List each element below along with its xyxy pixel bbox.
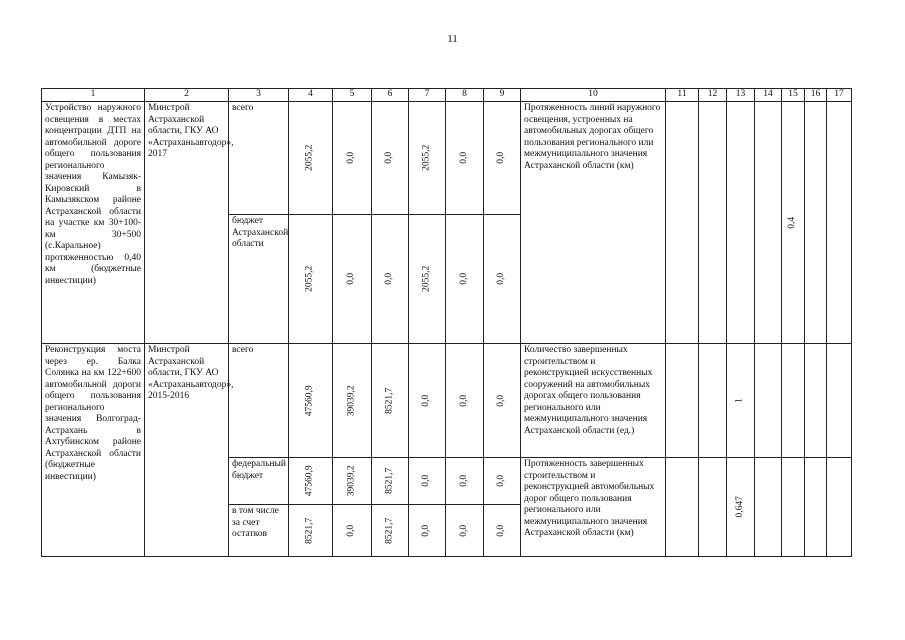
value-cell: 47560,9 — [289, 344, 333, 458]
empty-cell — [666, 344, 699, 458]
header-row — [42, 89, 852, 102]
value-cell: 39039,2 — [333, 344, 372, 458]
column-header: 9 — [484, 89, 521, 102]
value-cell: 0,0 — [372, 215, 409, 344]
empty-cell — [755, 458, 782, 557]
empty-cell — [755, 344, 782, 458]
value-cell: 0,0 — [484, 102, 521, 215]
value-cell: 0,0 — [333, 215, 372, 344]
column-header: 15 — [782, 89, 805, 102]
table-row — [42, 344, 852, 458]
funding-source: федеральный бюджет — [229, 458, 289, 505]
value-cell: 0,0 — [409, 458, 446, 505]
empty-cell — [699, 458, 727, 557]
empty-cell — [827, 344, 852, 458]
value-cell: 39039,2 — [333, 458, 372, 505]
column-header: 13 — [727, 89, 755, 102]
column-header: 12 — [699, 89, 727, 102]
column-header: 4 — [289, 89, 333, 102]
value-cell: 1 — [727, 344, 755, 458]
empty-cell — [666, 102, 699, 344]
value-cell: 0,0 — [484, 505, 521, 557]
column-header: 14 — [755, 89, 782, 102]
value-cell: 8521,7 — [289, 505, 333, 557]
value-cell: 0,647 — [727, 458, 755, 557]
value-cell: 0,0 — [484, 215, 521, 344]
value-cell: 0,0 — [484, 458, 521, 505]
project-title: Реконструкция моста через ер. Балка Солянка на км 122+600 автомобильной дороги общего пользования регионального значения Волгоград-Астрахань в Ахтубинском районе Астраханской области (бюджетные инвестиции) — [42, 344, 145, 557]
indicator-cell: Количество завершенных строительством и реконструкцией искусственных сооружений на автомобильных дорогах общего пользования регионального или межмуниципального значения Астраханской области (ед.) — [521, 344, 666, 458]
indicator-cell: Протяженность линий наружного освещения, устроенных на автомобильных дорогах общего пользования регионального или межмуниципального значения Астраханской области (км) — [521, 102, 666, 344]
column-header: 1 — [42, 89, 145, 102]
empty-cell — [805, 458, 827, 557]
executor-cell: Минстрой Астраханской области, ГКУ АО «Астраханьавтодор», 2015-2016 — [145, 344, 229, 557]
value-cell: 2055,2 — [289, 102, 333, 215]
value-cell: 2055,2 — [409, 215, 446, 344]
column-header: 3 — [229, 89, 289, 102]
executor-cell: Минстрой Астраханской области, ГКУ АО «Астраханьавтодор», 2017 — [145, 102, 229, 344]
value-cell: 0,4 — [782, 102, 805, 344]
value-cell: 2055,2 — [289, 215, 333, 344]
value-cell: 0,0 — [446, 344, 484, 458]
column-header: 7 — [409, 89, 446, 102]
value-cell: 0,0 — [372, 102, 409, 215]
value-cell: 0,0 — [484, 344, 521, 458]
funding-source: всего — [229, 344, 289, 458]
value-cell: 47560,9 — [289, 458, 333, 505]
project-title: Устройство наружного освещения в местах концентрации ДТП на автомобильной дороге общего пользования регионального значения Камызяк-Кировский в Камызякском районе Астраханской области на участке км 30+100-км 30+500 (с.Каральное) протяженностью 0,40 км (бюджетные инвестиции) — [42, 102, 145, 344]
value-cell: 2055,2 — [409, 102, 446, 215]
value-cell: 8521,7 — [372, 458, 409, 505]
value-cell: 8521,7 — [372, 344, 409, 458]
empty-cell — [805, 102, 827, 344]
value-cell: 0,0 — [333, 505, 372, 557]
indicator-cell: Протяженность завершенных строительством и реконструкцией автомобильных дорог общего пользования регионального или межмуниципального значения Астраханской области (км) — [521, 458, 666, 557]
empty-cell — [699, 102, 727, 344]
column-header: 2 — [145, 89, 229, 102]
funding-source: в том числе за счет остатков — [229, 505, 289, 557]
value-cell: 0,0 — [409, 505, 446, 557]
column-header: 10 — [521, 89, 666, 102]
funding-source: бюджет Астраханской области — [229, 215, 289, 344]
column-header: 17 — [827, 89, 852, 102]
value-cell: 0,0 — [446, 458, 484, 505]
table-row — [42, 102, 852, 215]
column-header: 6 — [372, 89, 409, 102]
value-cell: 0,0 — [446, 102, 484, 215]
page-number: 11 — [447, 33, 458, 45]
empty-cell — [666, 458, 699, 557]
empty-cell — [827, 102, 852, 344]
empty-cell — [782, 458, 805, 557]
empty-cell — [755, 102, 782, 344]
column-header: 5 — [333, 89, 372, 102]
value-cell: 0,0 — [409, 344, 446, 458]
program-table — [41, 88, 852, 557]
empty-cell — [782, 344, 805, 458]
column-header: 11 — [666, 89, 699, 102]
value-cell: 8521,7 — [372, 505, 409, 557]
value-cell: 0,0 — [446, 505, 484, 557]
empty-cell — [805, 344, 827, 458]
column-header: 16 — [805, 89, 827, 102]
column-header: 8 — [446, 89, 484, 102]
value-cell: 0,0 — [446, 215, 484, 344]
value-cell: 0,0 — [333, 102, 372, 215]
funding-source: всего — [229, 102, 289, 215]
empty-cell — [699, 344, 727, 458]
empty-cell — [727, 102, 755, 344]
empty-cell — [827, 458, 852, 557]
